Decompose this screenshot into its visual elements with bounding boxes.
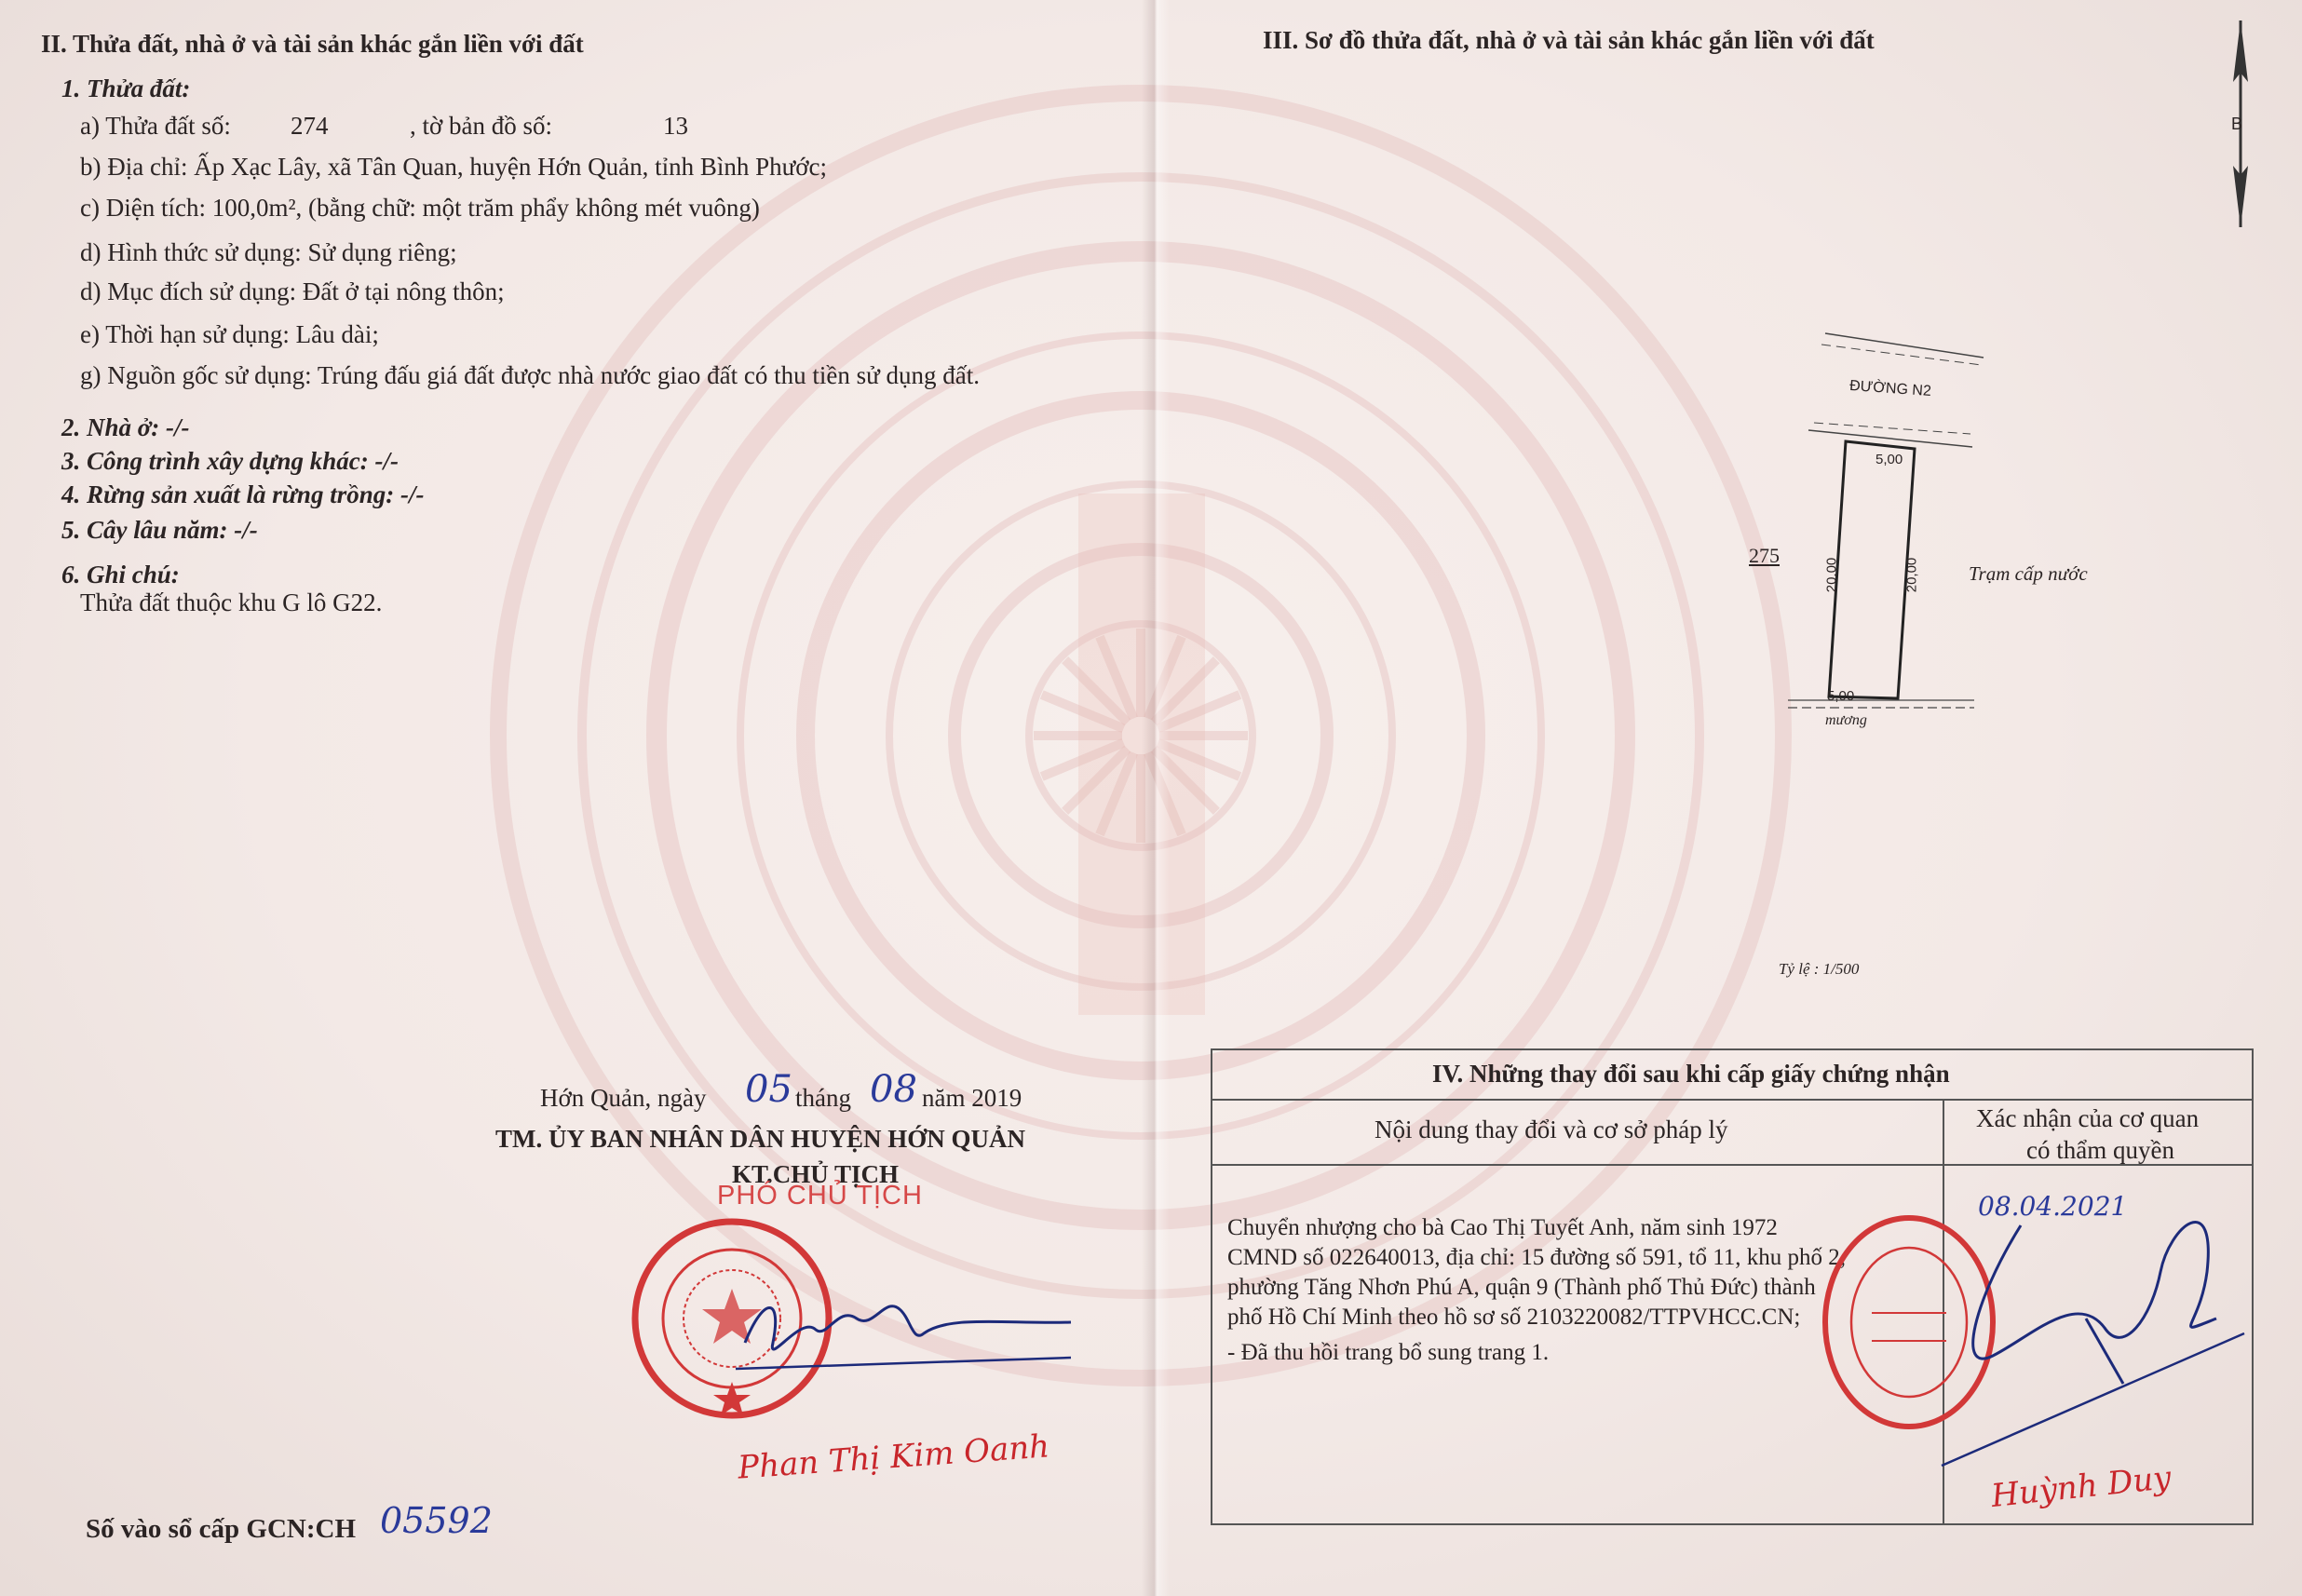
confirm-signer-name: Huỳnh Duy <box>1989 1458 2173 1516</box>
change-entry-line-1: Chuyển nhượng cho bà Cao Thị Tuyết Anh, năm sinh 1972 <box>1227 1215 1778 1240</box>
change-entry-line-2: CMND số 022640013, địa chỉ: 15 đường số 591, tổ 11, khu phố 2, <box>1227 1245 1847 1270</box>
map-sheet-value: 13 <box>663 112 688 140</box>
deputy-signature <box>726 1278 1080 1380</box>
signer-name: Phan Thị Kim Oanh <box>737 1427 1051 1487</box>
neighbor-parcel-no: 275 <box>1749 544 1780 567</box>
right-dimension: 20,00 <box>1903 557 1920 593</box>
issuing-authority: TM. ỦY BAN NHÂN DÂN HUYỆN HỚN QUẢN <box>495 1125 1025 1153</box>
register-number: 05592 <box>380 1500 493 1541</box>
map-sheet-label: , tờ bản đồ số: <box>410 112 553 140</box>
road-label: ĐƯỜNG N2 <box>1848 377 1932 400</box>
changes-col-confirm-line1: Xác nhận của cơ quan <box>1976 1104 2200 1132</box>
date-prefix: Hớn Quản, ngày <box>540 1084 707 1112</box>
changes-table-title: IV. Những thay đổi sau khi cấp giấy chứng nhận <box>1432 1060 1950 1088</box>
canal-label: mương <box>1825 712 1867 728</box>
perennial-line: 5. Cây lâu năm: -/- <box>61 516 258 544</box>
forest-line: 4. Rừng sản xuất là rừng trồng: -/- <box>61 480 425 508</box>
deputy-line: KT.CHỦ TỊCH <box>732 1160 900 1188</box>
note-text: Thửa đất thuộc khu G lô G22. <box>80 588 383 616</box>
parcel-heading: 1. Thửa đất: <box>61 74 191 102</box>
use-purpose-line: d) Mục đích sử dụng: Đất ở tại nông thôn; <box>80 277 505 305</box>
area-line: c) Diện tích: 100,0m², (bằng chữ: một trăm phẩy không mét vuông) <box>80 194 760 222</box>
date-month: 08 <box>870 1068 917 1111</box>
note-heading: 6. Ghi chú: <box>61 561 180 588</box>
date-year: năm 2019 <box>922 1084 1022 1112</box>
section-title-left: II. Thửa đất, nhà ở và tài sản khác gắn liền với đất <box>41 30 584 58</box>
changes-col-confirm-line2: có thẩm quyền <box>2026 1136 2174 1164</box>
section-title-right: III. Sơ đồ thửa đất, nhà ở và tài sản khác gắn liền với đất <box>1263 26 1875 54</box>
deputy-title-stamp: PHÓ CHỦ TỊCH <box>717 1181 923 1211</box>
scale-label: Tỷ lệ : 1/500 <box>1779 960 1860 978</box>
address-line: b) Địa chỉ: Ấp Xạc Lây, xã Tân Quan, huyện Hớn Quản, tỉnh Bình Phước; <box>80 153 828 181</box>
parcel-no-label: a) Thửa đất số: <box>80 112 231 140</box>
date-month-label: tháng <box>795 1084 851 1112</box>
use-origin-line: g) Nguồn gốc sử dụng: Trúng đấu giá đất được nhà nước giao đất có thu tiền sử dụng đất. <box>80 361 980 389</box>
north-arrow-icon <box>2216 17 2272 231</box>
use-term-line: e) Thời hạn sử dụng: Lâu dài; <box>80 320 379 348</box>
changes-col-content: Nội dung thay đổi và cơ sở pháp lý <box>1374 1116 1728 1143</box>
page-fold <box>1142 0 1170 1596</box>
register-label: Số vào sổ cấp GCN:CH <box>86 1514 357 1544</box>
house-line: 2. Nhà ở: -/- <box>61 413 190 441</box>
left-dimension: 20,00 <box>1823 557 1840 593</box>
date-day: 05 <box>745 1068 792 1111</box>
change-entry-line-5: - Đã thu hồi trang bổ sung trang 1. <box>1227 1340 1550 1365</box>
confirm-date: 08.04.2021 <box>1978 1191 2128 1222</box>
confirm-signature <box>1937 1151 2254 1468</box>
neighbor-label: Trạm cấp nước <box>1969 562 2088 585</box>
use-form-line: d) Hình thức sử dụng: Sử dụng riêng; <box>80 238 457 266</box>
other-works-line: 3. Công trình xây dựng khác: -/- <box>61 447 399 475</box>
change-entry-line-3: phường Tăng Nhơn Phú A, quận 9 (Thành phố Thủ Đức) thành <box>1227 1275 1816 1300</box>
bottom-dimension: 5,00 <box>1827 688 1855 704</box>
change-entry-line-4: phố Hồ Chí Minh theo hồ sơ số 2103220082/TTPVHCC.CN; <box>1227 1305 1801 1330</box>
parcel-no-value: 274 <box>291 112 329 140</box>
top-dimension: 5,00 <box>1875 452 1903 467</box>
north-letter: B <box>2231 115 2243 133</box>
